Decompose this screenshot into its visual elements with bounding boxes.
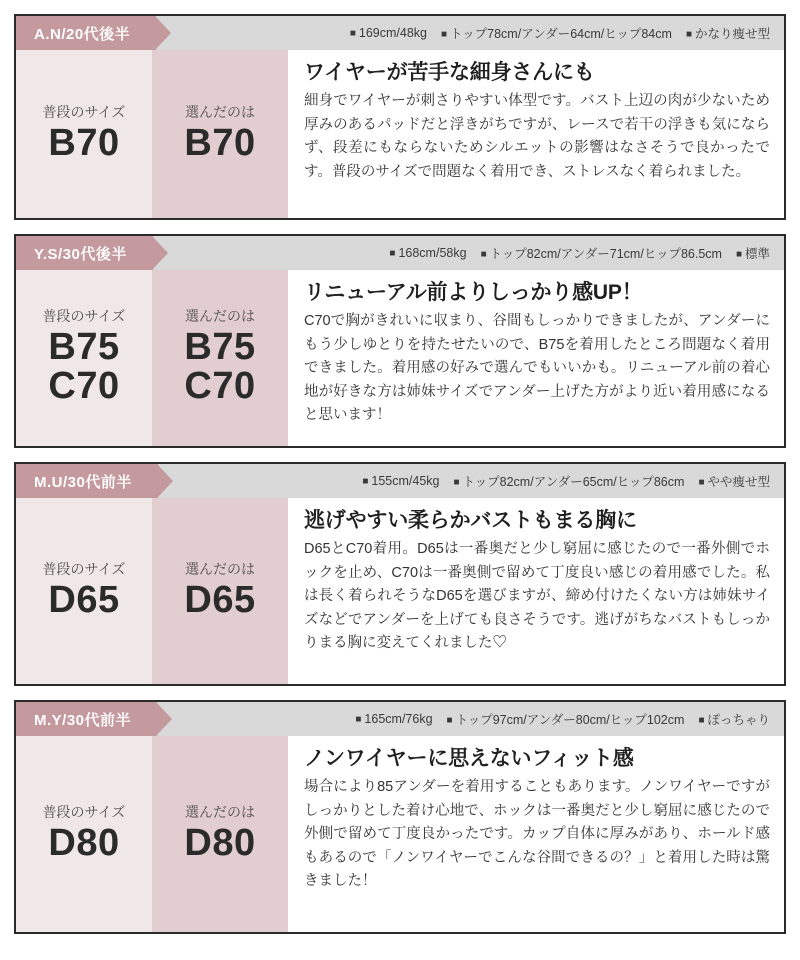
reviewer-name: A.N/20代後半 [16, 16, 156, 50]
review-title: ノンワイヤーに思えないフィット感 [304, 747, 634, 770]
chosen-size-box [152, 270, 288, 446]
usual-size-label: 普段のサイズ [42, 308, 126, 325]
usual-size-box [16, 270, 152, 446]
spec-item: ■ 168cm/58kg [389, 246, 466, 260]
review-body-text: C70で胸がきれいに収まり、谷間もしっかりできましたが、アンダーにもう少しゆとりを持たせたいので、B75を着用したところ問題なく着用できました。着用感の好みで選んでもいいかも。リニューアル前の着心地が好きな方は姉妹サイズでアンダー上げた方がより近い着用感になると思います！ [304, 313, 770, 424]
chosen-size-box [152, 50, 288, 218]
chosen-size-value: D80 [184, 821, 256, 864]
size-panel [16, 50, 288, 218]
usual-size-box [16, 736, 152, 932]
usual-size-value: B70 [48, 121, 120, 164]
review-card [14, 700, 786, 934]
review-header [16, 702, 784, 736]
review-body [16, 498, 784, 684]
reviewer-name: M.Y/30代前半 [16, 702, 157, 736]
usual-size-label: 普段のサイズ [42, 803, 126, 820]
review-title: ワイヤーが苦手な細身さんにも [304, 61, 595, 84]
usual-size-box [16, 498, 152, 684]
spec-item: ■ かなり痩せ型 [686, 24, 770, 42]
usual-size-value: B75 [48, 326, 120, 369]
review-header [16, 16, 784, 50]
review-body-text: D65とC70着用。D65は一番奥だと少し窮屈に感じたので一番外側でホックを止め、C70は一番奥側で留めて丁度良い感じの着用感でした。私は長く着られそうなD65を選びますが、締め付けたくない方は姉妹サイズなどでアンダーを上げても良さそうです。逃げがちなバストもしっかりまる胸に変えてくれました♡ [304, 541, 770, 652]
chosen-size-label: 選んだのは [185, 308, 255, 325]
size-value-group [184, 328, 255, 406]
review-body [16, 736, 784, 932]
reviewer-name: M.U/30代前半 [16, 464, 158, 498]
reviewer-name: Y.S/30代後半 [16, 236, 153, 270]
size-value-group [48, 121, 120, 164]
chosen-size-value: B70 [184, 121, 256, 164]
spec-item: ■ トップ97cm/アンダー80cm/ヒップ102cm [447, 710, 685, 728]
chosen-size-value: D65 [184, 578, 256, 621]
spec-item: ■ やや痩せ型 [698, 472, 770, 490]
review-header [16, 236, 784, 270]
review-card [14, 234, 786, 448]
spec-item: ■ トップ82cm/アンダー65cm/ヒップ86cm [453, 472, 684, 490]
reviewer-specs [153, 236, 784, 270]
review-title: 逃げやすい柔らかバストもまる胸に [304, 509, 637, 532]
review-card [14, 462, 786, 686]
review-text-column [288, 498, 784, 684]
reviewer-specs [156, 16, 784, 50]
chosen-size-box [152, 498, 288, 684]
usual-size-value: C70 [48, 365, 120, 407]
usual-size-value: D65 [48, 578, 120, 621]
spec-item: ■ 標準 [736, 244, 770, 262]
size-panel [16, 270, 288, 446]
size-value-group [184, 121, 256, 164]
review-body [16, 270, 784, 446]
chosen-size-label: 選んだのは [185, 560, 255, 577]
size-value-group [48, 821, 120, 864]
spec-item: ■ 169cm/48kg [350, 26, 427, 40]
chosen-size-value: C70 [184, 365, 256, 407]
chosen-size-label: 選んだのは [185, 103, 255, 120]
review-card [14, 14, 786, 220]
size-value-group [184, 578, 256, 621]
size-panel [16, 736, 288, 932]
chosen-size-label: 選んだのは [185, 803, 255, 820]
reviewer-specs [157, 702, 784, 736]
chosen-size-value: B75 [184, 326, 256, 369]
size-value-group [184, 821, 256, 864]
spec-item: ■ ぽっちゃり [698, 710, 770, 728]
review-text-column [288, 270, 784, 446]
usual-size-box [16, 50, 152, 218]
review-header [16, 464, 784, 498]
usual-size-value: D80 [48, 821, 120, 864]
chosen-size-box [152, 736, 288, 932]
reviewer-specs [158, 464, 784, 498]
size-panel [16, 498, 288, 684]
spec-item: ■ トップ82cm/アンダー71cm/ヒップ86.5cm [481, 244, 722, 262]
review-text-column [288, 50, 784, 218]
spec-item: ■ 155cm/45kg [362, 474, 439, 488]
spec-item: ■ トップ78cm/アンダー64cm/ヒップ84cm [441, 24, 672, 42]
size-value-group [48, 328, 119, 406]
spec-item: ■ 165cm/76kg [355, 712, 432, 726]
usual-size-label: 普段のサイズ [42, 560, 126, 577]
review-body-text: 細身でワイヤーが刺さりやすい体型です。バスト上辺の肉が少ないため厚みのあるパッドだと浮きがちですが、レースで若干の浮きも気にならず、段差にもならないためシルエットの影響はなさそうで良かったです。普段のサイズで問題なく着用でき、ストレスなく着られました。 [304, 93, 770, 180]
review-body-text: 場合により85アンダーを着用することもあります。ノンワイヤーですがしっかりとした着け心地で、ホックは一番奥だと少し窮屈に感じたので外側で留めて丁度良かったです。カップ自体に厚みがあり、ホールド感もあるので「ノンワイヤーでこんな谷間できるの？」と着用した時は驚きました！ [304, 779, 770, 890]
size-value-group [48, 578, 120, 621]
review-body [16, 50, 784, 218]
usual-size-label: 普段のサイズ [42, 103, 126, 120]
review-title: リニューアル前よりしっかり感UP！ [304, 281, 643, 304]
review-text-column [288, 736, 784, 932]
